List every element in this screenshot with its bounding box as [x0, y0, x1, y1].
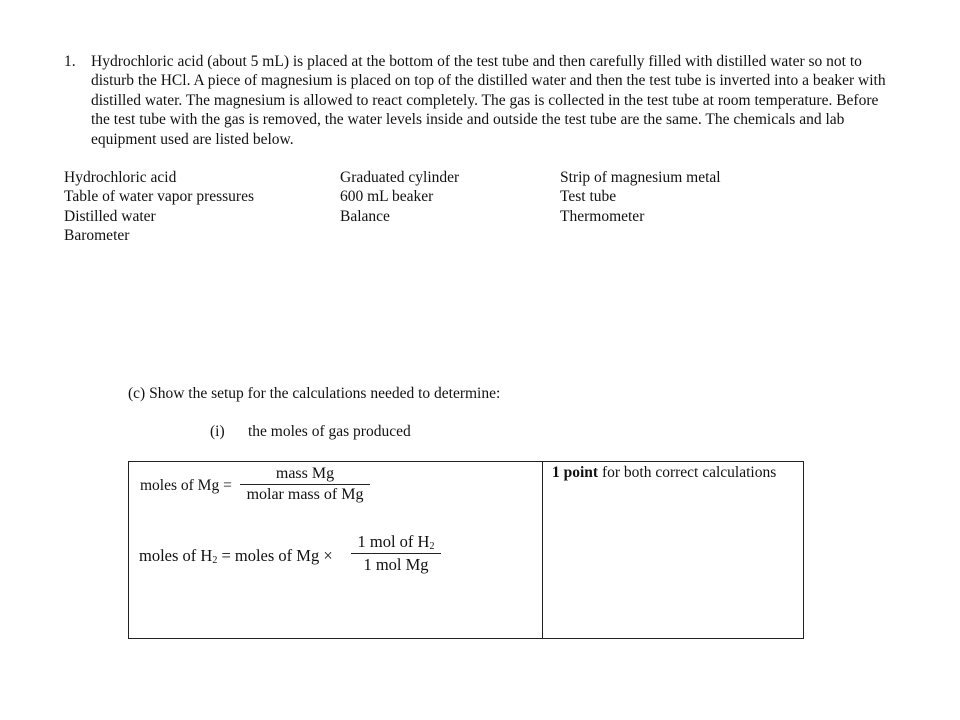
material-item: Strip of magnesium metal: [560, 169, 721, 186]
equation-1-fraction: [240, 465, 370, 504]
material-item: Barometer: [64, 227, 130, 245]
question-number: 1.: [64, 53, 76, 70]
part-c-heading: (c) Show the setup for the calculations needed to determine:: [128, 385, 501, 402]
material-item: 600 mL beaker: [340, 188, 434, 206]
part-c-i-text: the moles of gas produced: [248, 423, 411, 440]
material-item: Distilled water: [64, 207, 156, 225]
equation-1-denominator: molar mass of Mg: [246, 486, 364, 503]
materials-column-1: [64, 168, 254, 246]
equation-2-fraction: [351, 532, 441, 575]
equation-2-numerator-subscript: 2: [429, 541, 435, 552]
materials-column-2: [340, 168, 459, 226]
material-item: Table of water vapor pressures: [64, 188, 255, 206]
equation-2-denominator: 1 mol Mg: [363, 555, 429, 574]
material-item: Test tube: [560, 188, 617, 206]
material-item: Graduated cylinder: [340, 169, 460, 186]
question-1: [64, 52, 894, 149]
material-item: Balance: [340, 207, 390, 225]
materials-column-3: [560, 168, 721, 226]
equation-2-lhs-text: moles of H: [139, 546, 213, 565]
equation-1-numerator: mass Mg: [240, 465, 370, 485]
table-divider: [542, 462, 543, 638]
question-text: Hydrochloric acid (about 5 mL) is placed at the bottom of the test tube and then carefully filled with distilled water so not to disturb the HCl. A piece of magnesium is placed on top of the distilled water and then the test tube is inverted into a beaker with distilled water. The magnesium is allowed to react completely. The gas is collected in the test tube at room temperature. Before the test tube with the gas is removed, the water levels inside and outside the test tube are the same. The chemicals and lab equipment used are listed below.: [91, 53, 886, 148]
scoring-text: for both correct calculations: [598, 464, 777, 481]
equation-1-lhs: moles of Mg =: [140, 477, 232, 494]
material-item: Thermometer: [560, 207, 645, 225]
scoring-note: [552, 464, 776, 482]
equation-2-numerator: [351, 532, 441, 554]
equation-2-lhs: [139, 546, 333, 566]
part-c-i-prompt: [210, 423, 411, 441]
scoring-points: 1 point: [552, 464, 599, 481]
part-c-i-label: (i): [210, 423, 225, 440]
equation-2-numerator-text: 1 mol of H: [357, 532, 430, 551]
equation-2-lhs-rest: = moles of Mg ×: [217, 546, 333, 565]
answer-table: [128, 461, 804, 639]
material-item: Hydrochloric acid: [64, 169, 177, 186]
equation-2-lhs-subscript: 2: [212, 555, 218, 566]
